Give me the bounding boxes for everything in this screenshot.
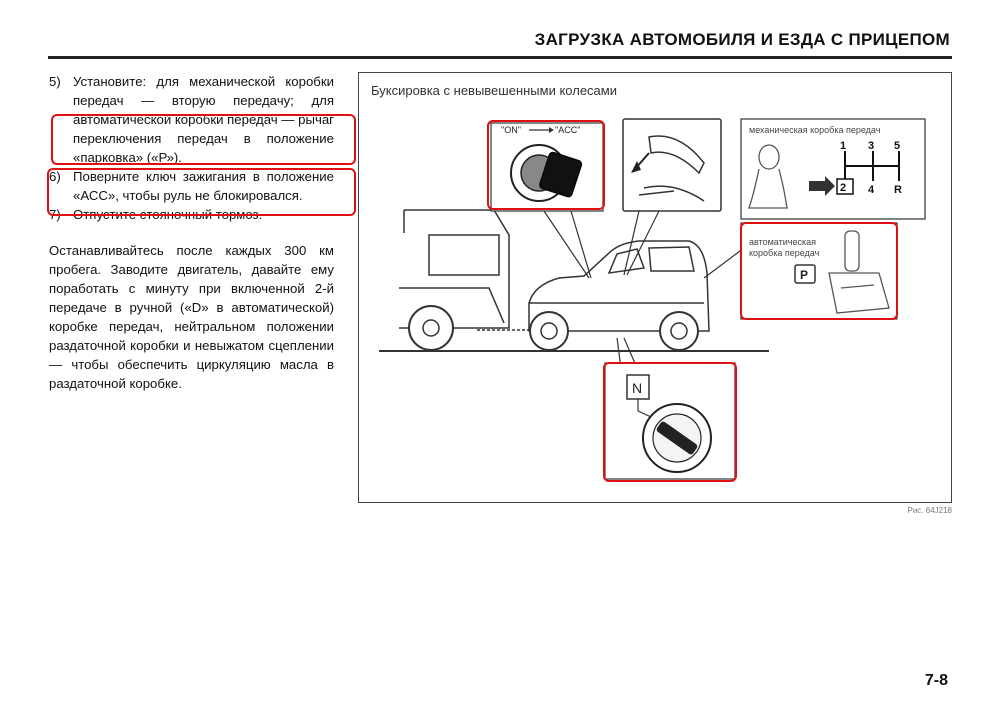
gear-r: R [894, 184, 902, 196]
figure-caption: Рис. 64J218 [907, 506, 952, 515]
highlight-box-transfer-figure [603, 362, 737, 482]
gear-5: 5 [894, 140, 901, 152]
figure-title: Буксировка с невывешенными колесами [371, 83, 617, 98]
manual-transmission-label: механическая коробка передач [749, 125, 881, 135]
gear-1: 1 [840, 140, 847, 152]
step-number: 6) [49, 169, 61, 184]
truck-wheel-icon [409, 306, 453, 350]
ignition-acc-label: "ACC" [555, 125, 581, 135]
highlight-box-park [51, 114, 356, 165]
automatic-transmission-label-line1: автоматическая [749, 237, 816, 247]
car-front-wheel-icon [530, 312, 568, 350]
highlight-box-ignition [47, 168, 356, 216]
gear-3: 3 [868, 140, 875, 152]
step-text: Поверните ключ зажигания в положение «АСС», чтобы руль не блокировался. [73, 169, 334, 203]
highlight-box-automatic-figure [740, 222, 898, 320]
step-text: Отпустите стояночный тормоз. [73, 207, 263, 222]
page-title: ЗАГРУЗКА АВТОМОБИЛЯ И ЕЗДА С ПРИЦЕПОМ [534, 30, 950, 49]
step-text: Установите: для механической коробки передач — вторую передачу; для автоматической коробки передач — рычаг переключения передач в положение «парковка» («Р»). [73, 74, 334, 165]
page-number: 7-8 [924, 672, 948, 689]
gear-2: 2 [840, 182, 847, 194]
ignition-on-label: "ON" [501, 125, 521, 135]
neutral-label: N [632, 380, 643, 396]
step-number: 5) [49, 74, 61, 89]
highlight-box-ignition-figure [487, 120, 605, 210]
header-divider [48, 56, 952, 59]
car-rear-wheel-icon [660, 312, 698, 350]
maintenance-paragraph: Останавливайтесь после каждых 300 км пробега. Заводите двигатель, давайте ему поработать с минуту при включенной 2-й передаче в ручной («D» в автоматической) коробке передач, нейтральном положении раздаточной коробки и невыжатом сцеплении — чтобы обеспечить циркуляцию масла в раздаточной коробке. [49, 243, 334, 391]
towing-truck-icon [399, 210, 509, 328]
park-label: P [800, 268, 809, 282]
automatic-transmission-label-line2: коробка передач [749, 248, 820, 258]
step-number: 7) [49, 207, 61, 222]
gear-4: 4 [868, 184, 875, 196]
